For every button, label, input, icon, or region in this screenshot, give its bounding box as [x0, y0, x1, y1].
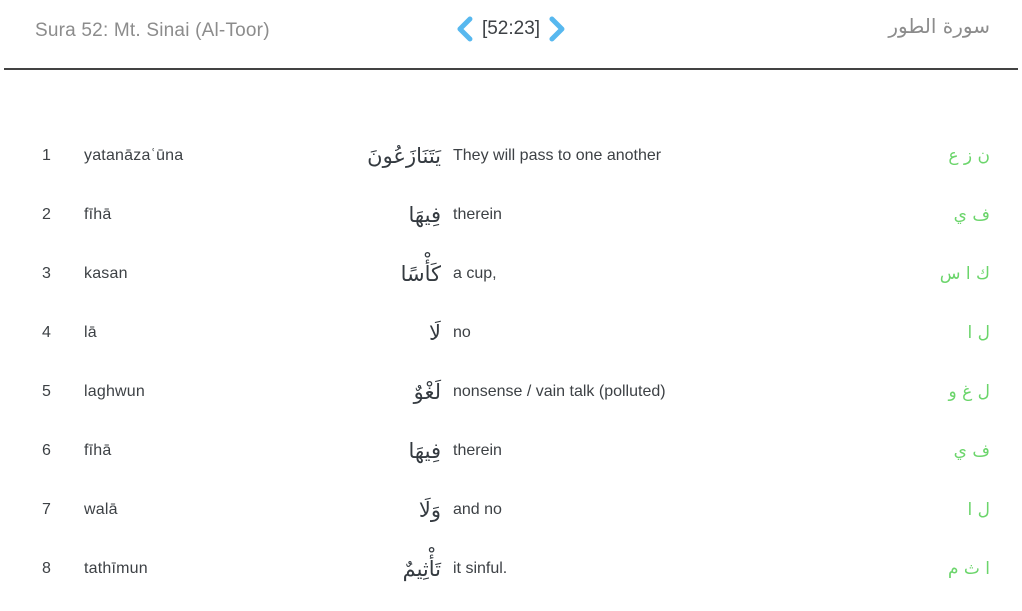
word-arabic: فِيهَا [408, 202, 441, 227]
word-transliteration: laghwun [84, 382, 146, 400]
next-verse-button[interactable] [549, 16, 566, 42]
sura-title-arabic: سورة الطور [888, 14, 990, 38]
sura-title-english: Sura 52: Mt. Sinai (Al-Toor) [35, 20, 270, 41]
word-transliteration: kasan [84, 264, 128, 282]
word-arabic: تَأْثِيمٌ [402, 556, 441, 581]
word-root-link[interactable]: ل ا [967, 499, 990, 520]
word-transliteration: walā [84, 500, 118, 518]
word-number: 1 [42, 146, 51, 164]
word-root-link[interactable]: ا ث م [947, 558, 990, 579]
word-transliteration: fīhā [84, 205, 112, 223]
word-translation: no [453, 323, 471, 341]
word-row [0, 185, 1022, 244]
word-root-link[interactable]: ن ز ع [948, 145, 990, 166]
word-number: 8 [42, 559, 51, 577]
word-translation: it sinful. [453, 559, 508, 577]
word-row [0, 421, 1022, 480]
verse-navigation [456, 16, 566, 42]
word-table [0, 126, 1022, 598]
word-number: 2 [42, 205, 51, 223]
word-translation: therein [453, 205, 502, 223]
word-row [0, 244, 1022, 303]
word-translation: and no [453, 500, 502, 518]
word-translation: a cup, [453, 264, 497, 282]
word-row [0, 126, 1022, 185]
word-arabic: يَتَنَازَعُونَ [367, 143, 441, 168]
verse-reference: [52:23] [481, 18, 541, 39]
prev-verse-button[interactable] [456, 16, 473, 42]
word-translation: nonsense / vain talk (polluted) [453, 382, 666, 400]
word-row [0, 362, 1022, 421]
chevron-right-icon [549, 16, 566, 42]
word-number: 7 [42, 500, 51, 518]
word-translation: therein [453, 441, 502, 459]
word-root-link[interactable]: ل ا [967, 322, 990, 343]
header [4, 0, 1018, 70]
word-transliteration: tathīmun [84, 559, 148, 577]
word-transliteration: fīhā [84, 441, 112, 459]
word-translation: They will pass to one another [453, 146, 662, 164]
word-arabic: وَلَا [418, 497, 441, 522]
word-row [0, 480, 1022, 539]
word-transliteration: lā [84, 323, 97, 341]
word-transliteration: yatanāzaʿūna [84, 146, 184, 164]
word-number: 6 [42, 441, 51, 459]
word-row [0, 303, 1022, 362]
word-number: 3 [42, 264, 51, 282]
word-root-link[interactable]: ف ي [953, 204, 990, 225]
word-root-link[interactable]: ف ي [953, 440, 990, 461]
word-row [0, 539, 1022, 598]
chevron-left-icon [456, 16, 473, 42]
word-arabic: فِيهَا [408, 438, 441, 463]
word-root-link[interactable]: ك ا س [939, 263, 990, 284]
word-number: 5 [42, 382, 51, 400]
word-arabic: لَا [429, 320, 441, 345]
word-arabic: كَأْسًا [400, 261, 441, 286]
word-root-link[interactable]: ل غ و [948, 381, 990, 402]
word-arabic: لَغْوٌ [413, 379, 441, 404]
word-number: 4 [42, 323, 51, 341]
